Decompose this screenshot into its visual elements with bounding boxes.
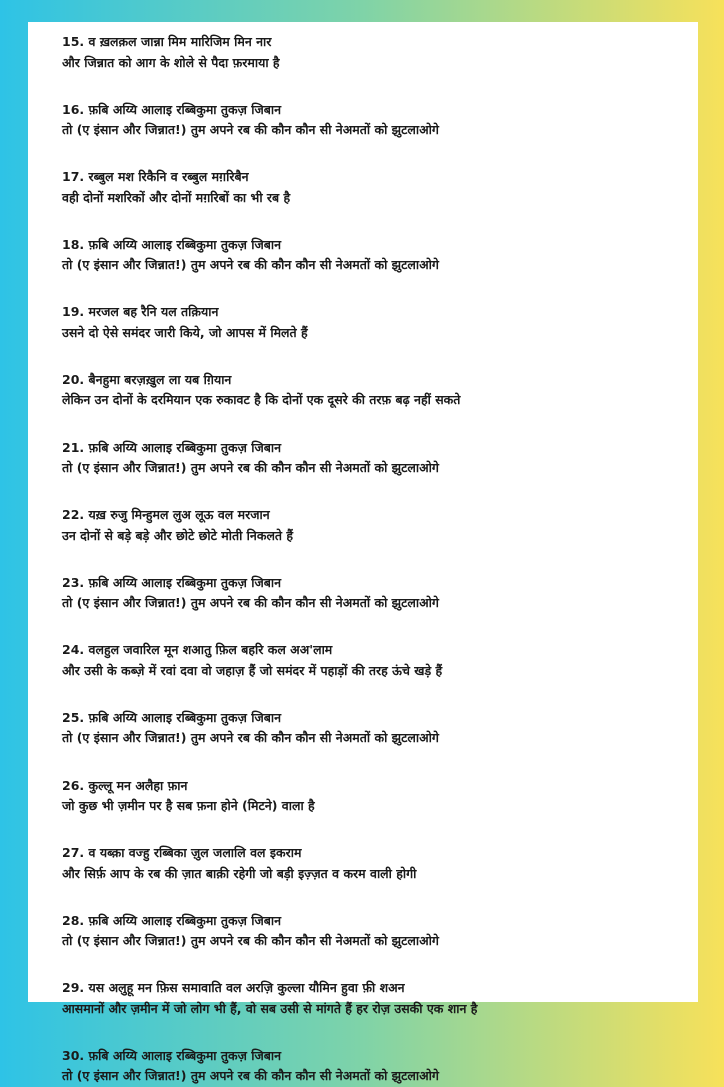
verse-27 (62, 843, 678, 884)
verse-translation: उसने दो ऐसे समंदर जारी किये, जो आपस में मिलते हैं (62, 324, 308, 340)
transliteration-text: व ख़लक़ल जान्ना मिम मारिजिम मिन नार (88, 34, 272, 49)
verse-number: 30 . (62, 1048, 89, 1063)
verse-21 (62, 438, 678, 479)
verse-transliteration (62, 573, 678, 594)
verse-15 (62, 32, 678, 73)
verse-number: 22 . (62, 507, 89, 522)
verse-transliteration (62, 708, 678, 729)
verse-number: 20 . (62, 372, 89, 387)
verse-19 (62, 302, 678, 343)
verse-22 (62, 505, 678, 546)
verse-17 (62, 167, 678, 208)
verse-translation: लेकिन उन दोनों के दरमियान एक रुकावट है कि दोनों एक दूसरे की तरफ़ बढ़ नहीं सकते (62, 392, 461, 408)
transliteration-text: फ़बि अय्यि आलाइ रब्बिकुमा तुकज़ जिबान (88, 1047, 282, 1063)
transliteration-text: व यब्क़ा वज्हु रब्बिका ज़ुल जलालि वल इकराम (88, 845, 302, 861)
verse-transliteration (62, 100, 678, 121)
transliteration-text: बैनहुमा बरज़ख़ुल ला यब ग़ियान (88, 371, 232, 387)
verse-transliteration (62, 438, 678, 459)
verse-translation: तो (ए इंसान और जिन्नात!) तुम अपने रब की कौन कौन सी नेअमतों को झुटलाओगे (62, 730, 439, 746)
transliteration-text: फ़बि अय्यि आलाइ रब्बिकुमा तुकज़ जिबान (88, 236, 282, 252)
verse-translation: तो (ए इंसान और जिन्नात!) तुम अपने रब की कौन कौन सी नेअमतों को झुटलाओगे (62, 257, 439, 273)
transliteration-text: कुल्लू मन अलैहा फ़ान (88, 777, 188, 793)
verse-transliteration (62, 911, 678, 932)
verse-number: 21 . (62, 440, 89, 455)
verse-transliteration (62, 302, 678, 323)
verse-translation: और जिन्नात को आग के शोले से पैदा फ़रमाया है (62, 54, 280, 70)
verse-transliteration (62, 640, 678, 661)
document-page (28, 22, 698, 1084)
verse-transliteration (62, 167, 678, 188)
verse-translation: आसमानों और ज़मीन में जो लोग भी हैं, वो सब उसी से मांगते हैं हर रोज़ उसकी एक शान है (62, 1000, 478, 1016)
verse-number: 26 . (62, 778, 89, 793)
transliteration-text: यस अलुहू मन फ़िस समावाति वल अरज़ि कुल्ला यौमिन हुवा फ़ी शअन (88, 980, 405, 996)
verse-transliteration (62, 978, 678, 999)
verse-number: 24 . (62, 642, 89, 657)
verse-translation: उन दोनों से बड़े बड़े और छोटे छोटे मोती निकलते हैं (62, 527, 294, 543)
verse-transliteration (62, 1046, 678, 1067)
verse-transliteration (62, 776, 678, 797)
verse-transliteration (62, 32, 678, 53)
transliteration-text: वलहुल जवारिल मून शआतु फ़िल बहरि कल अअ'लाम (88, 642, 333, 658)
verse-16 (62, 100, 678, 141)
verse-24 (62, 640, 678, 681)
verse-number: 25 . (62, 710, 89, 725)
verse-translation: जो कुछ भी ज़मीन पर है सब फ़ना होने (मिटने) वाला है (62, 798, 315, 814)
verse-number: 23 . (62, 575, 89, 590)
verse-number: 18 . (62, 237, 89, 252)
transliteration-text: फ़बि अय्यि आलाइ रब्बिकुमा तुकज़ जिबान (88, 574, 282, 590)
transliteration-text: फ़बि अय्यि आलाइ रब्बिकुमा तुकज़ जिबान (88, 912, 282, 928)
verse-26 (62, 776, 678, 817)
verse-25 (62, 708, 678, 749)
verse-transliteration (62, 235, 678, 256)
verse-number: 29 . (62, 980, 89, 995)
verse-transliteration (62, 370, 678, 391)
verse-transliteration (62, 843, 678, 864)
verse-transliteration (62, 505, 678, 526)
transliteration-text: मरजल बह रैनि यल तक़ियान (88, 304, 219, 320)
verse-translation: तो (ए इंसान और जिन्नात!) तुम अपने रब की कौन कौन सी नेअमतों को झुटलाओगे (62, 122, 439, 138)
verse-translation: तो (ए इंसान और जिन्नात!) तुम अपने रब की कौन कौन सी नेअमतों को झुटलाओगे (62, 933, 439, 949)
verse-23 (62, 573, 678, 614)
verse-translation: तो (ए इंसान और जिन्नात!) तुम अपने रब की कौन कौन सी नेअमतों को झुटलाओगे (62, 1068, 439, 1084)
verse-28 (62, 911, 678, 952)
transliteration-text: फ़बि अय्यि आलाइ रब्बिकुमा तुकज़ जिबान (88, 709, 282, 725)
verse-number: 17 . (62, 169, 89, 184)
verse-number: 28 . (62, 913, 89, 928)
verse-translation: और सिर्फ़ आप के रब की ज़ात बाक़ी रहेगी जो बड़ी इज़्ज़त व करम वाली होगी (62, 865, 417, 881)
verse-29 (62, 978, 678, 1019)
transliteration-text: फ़बि अय्यि आलाइ रब्बिकुमा तुकज़ जिबान (88, 101, 282, 117)
verse-translation: तो (ए इंसान और जिन्नात!) तुम अपने रब की कौन कौन सी नेअमतों को झुटलाओगे (62, 460, 439, 476)
transliteration-text: यख़ रुजु मिन्हुमल लुअ लूऊ वल मरजान (88, 507, 270, 523)
verse-30 (62, 1046, 678, 1087)
verse-number: 27 . (62, 845, 89, 860)
verse-20 (62, 370, 678, 411)
verse-translation: वही दोनों मशरिकों और दोनों मग़रिबों का भी रब है (62, 189, 291, 205)
transliteration-text: फ़बि अय्यि आलाइ रब्बिकुमा तुकज़ जिबान (88, 439, 282, 455)
verse-translation: तो (ए इंसान और जिन्नात!) तुम अपने रब की कौन कौन सी नेअमतों को झुटलाओगे (62, 595, 439, 611)
verse-number: 19 . (62, 304, 89, 319)
transliteration-text: रब्बुल मश रिकैनि व रब्बुल मग़रिबैन (88, 169, 249, 185)
verse-18 (62, 235, 678, 276)
verse-number: 15 . (62, 34, 89, 49)
verse-translation: और उसी के कब्ज़े में रवां दवा वो जहाज़ हैं जो समंदर में पहाड़ों की तरह ऊंचे खड़े हैं (62, 662, 443, 678)
verse-number: 16 . (62, 102, 89, 117)
